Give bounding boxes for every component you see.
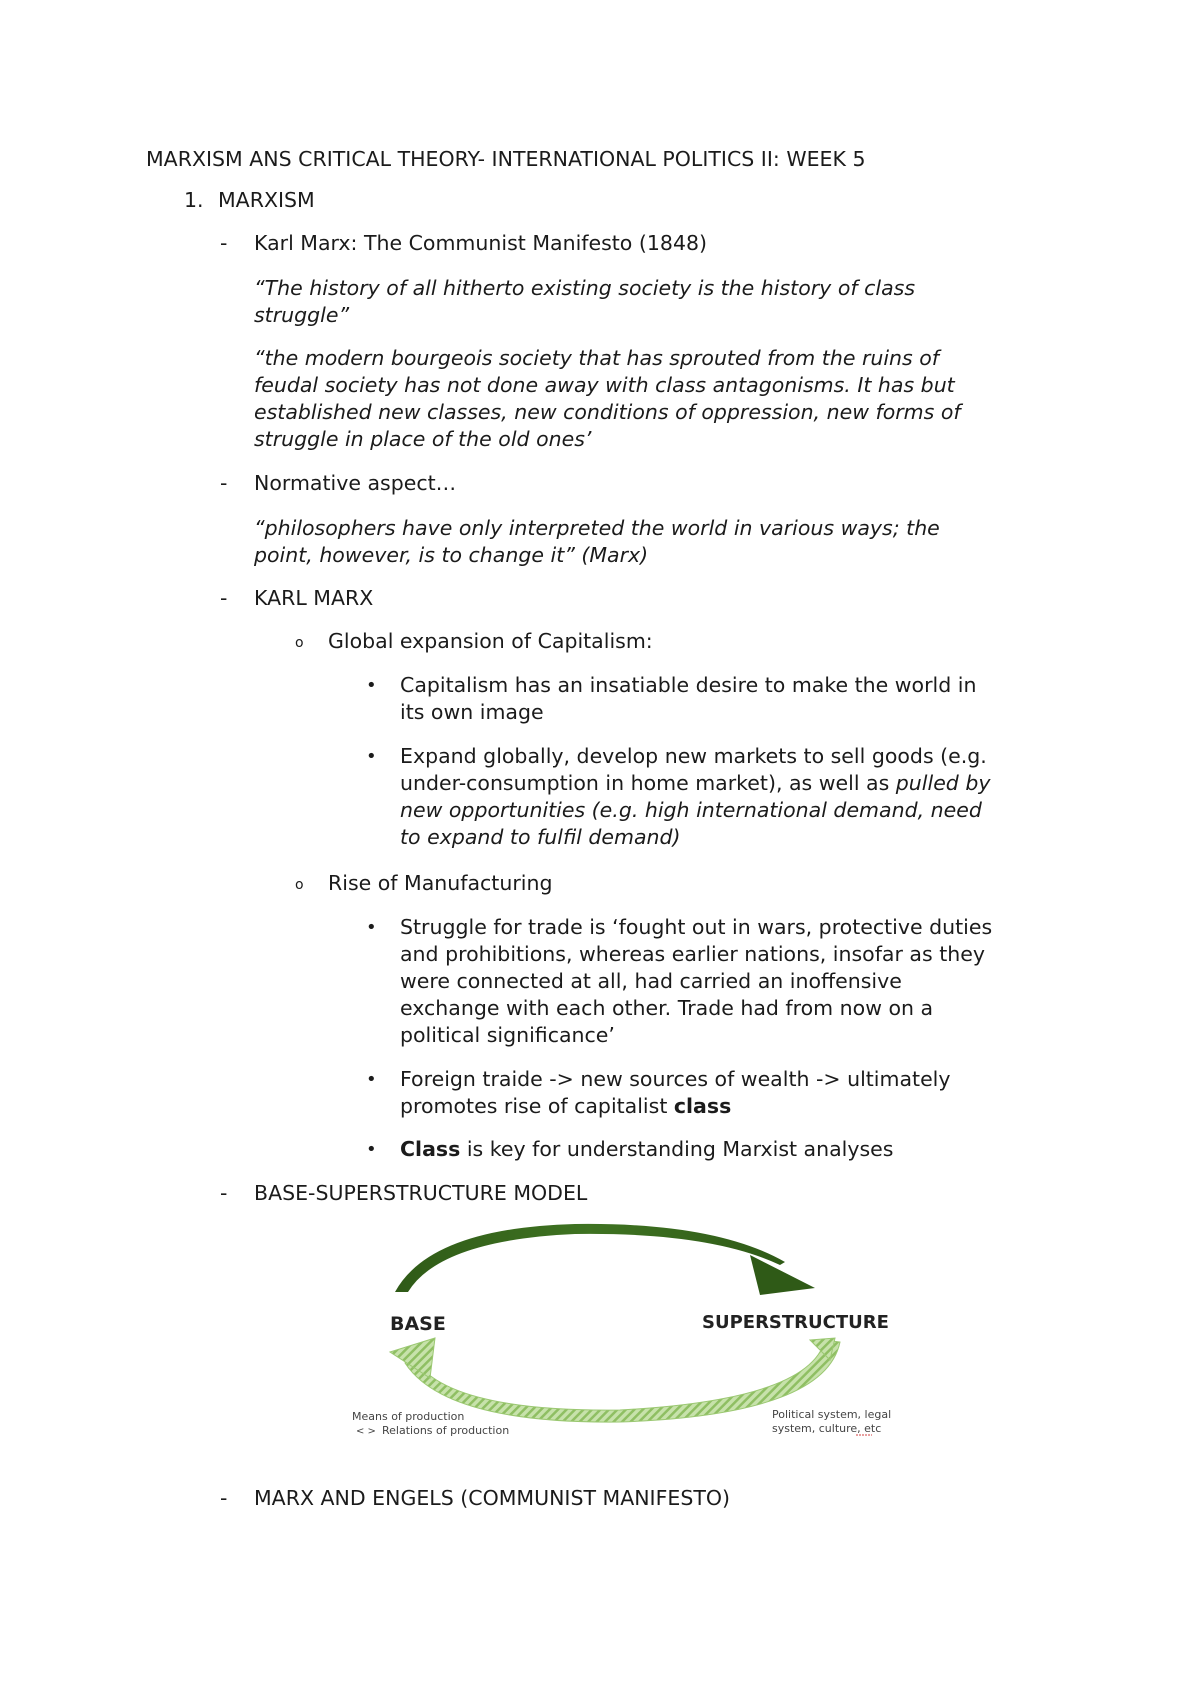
top-arrow	[395, 1224, 815, 1295]
list-item-manifesto: Karl Marx: The Communist Manifesto (1848)	[254, 231, 708, 255]
quote-bourgeois-line3: established new classes, new conditions of oppression, new forms of	[254, 400, 961, 424]
circle-marker: o	[295, 877, 304, 893]
list-item-normative: Normative aspect…	[254, 471, 457, 495]
circle-marker: o	[295, 635, 304, 651]
list-item-marx-engels: MARX AND ENGELS (COMMUNIST MANIFESTO)	[254, 1486, 731, 1510]
base-note-line2: Relations of production	[382, 1424, 510, 1437]
bullet-capitalism-line2: its own image	[400, 700, 544, 724]
section-number: 1.	[184, 188, 204, 212]
bullet-struggle-line5: political significance’	[400, 1023, 615, 1047]
dash-marker: -	[220, 1181, 228, 1205]
document-title: MARXISM ANS CRITICAL THEORY- INTERNATIONAL POLITICS II: WEEK 5	[146, 147, 866, 171]
base-note-line1: Means of production	[352, 1410, 465, 1423]
bullet-marker: •	[366, 917, 377, 938]
list-item-base-superstructure: BASE-SUPERSTRUCTURE MODEL	[254, 1181, 588, 1205]
bullet-marker: •	[366, 1139, 377, 1160]
bullet-foreign-line1: Foreign traide -> new sources of wealth -> ultimately	[400, 1067, 951, 1091]
quote-bourgeois-line1: “the modern bourgeois society that has sprouted from the ruins of	[254, 346, 940, 370]
bullet-class: Class is key for understanding Marxist analyses	[400, 1137, 894, 1161]
sub-item-global-expansion: Global expansion of Capitalism:	[328, 629, 653, 653]
bullet-foreign-line2: promotes rise of capitalist class	[400, 1094, 732, 1118]
dash-marker: -	[220, 586, 228, 610]
bullet-marker: •	[366, 1069, 377, 1090]
quote-philosophers-line1: “philosophers have only interpreted the world in various ways; the	[254, 516, 940, 540]
dash-marker: -	[220, 1486, 228, 1510]
dash-marker: -	[220, 231, 228, 255]
bullet-struggle-line4: exchange with each other. Trade had from now on a	[400, 996, 934, 1020]
section-heading-marxism: MARXISM	[218, 188, 315, 212]
superstructure-label: SUPERSTRUCTURE	[702, 1312, 889, 1333]
super-note-line2: system, culture, etc	[772, 1422, 882, 1435]
base-label: BASE	[390, 1313, 446, 1335]
bullet-marker: •	[366, 746, 377, 767]
relations-arrows-icon: < >	[356, 1426, 376, 1437]
quote-history-line2: struggle”	[254, 303, 350, 327]
bullet-expand-line1: Expand globally, develop new markets to sell goods (e.g.	[400, 744, 987, 768]
quote-bourgeois-line2: feudal society has not done away with class antagonisms. It has but	[254, 373, 955, 397]
dash-marker: -	[220, 471, 228, 495]
bullet-capitalism-line1: Capitalism has an insatiable desire to make the world in	[400, 673, 977, 697]
bullet-marker: •	[366, 675, 377, 696]
bullet-expand-line2: under-consumption in home market), as well as pulled by	[400, 771, 991, 795]
quote-philosophers-line2: point, however, is to change it” (Marx)	[254, 543, 649, 567]
list-item-karl-marx: KARL MARX	[254, 586, 374, 610]
bullet-struggle-line3: were connected at all, had carried an inoffensive	[400, 969, 902, 993]
super-note-line1: Political system, legal	[772, 1408, 892, 1421]
quote-history-line1: “The history of all hitherto existing society is the history of class	[254, 276, 915, 300]
sub-item-rise-manufacturing: Rise of Manufacturing	[328, 871, 553, 895]
bullet-struggle-line2: and prohibitions, whereas earlier nations, insofar as they	[400, 942, 985, 966]
quote-bourgeois-line4: struggle in place of the old ones’	[254, 427, 592, 451]
base-superstructure-diagram	[330, 1220, 920, 1450]
bullet-expand-line3: new opportunities (e.g. high international demand, need	[400, 798, 982, 822]
bullet-struggle-line1: Struggle for trade is ‘fought out in wars, protective duties	[400, 915, 993, 939]
bullet-expand-line4: to expand to fulfil demand)	[400, 825, 681, 849]
